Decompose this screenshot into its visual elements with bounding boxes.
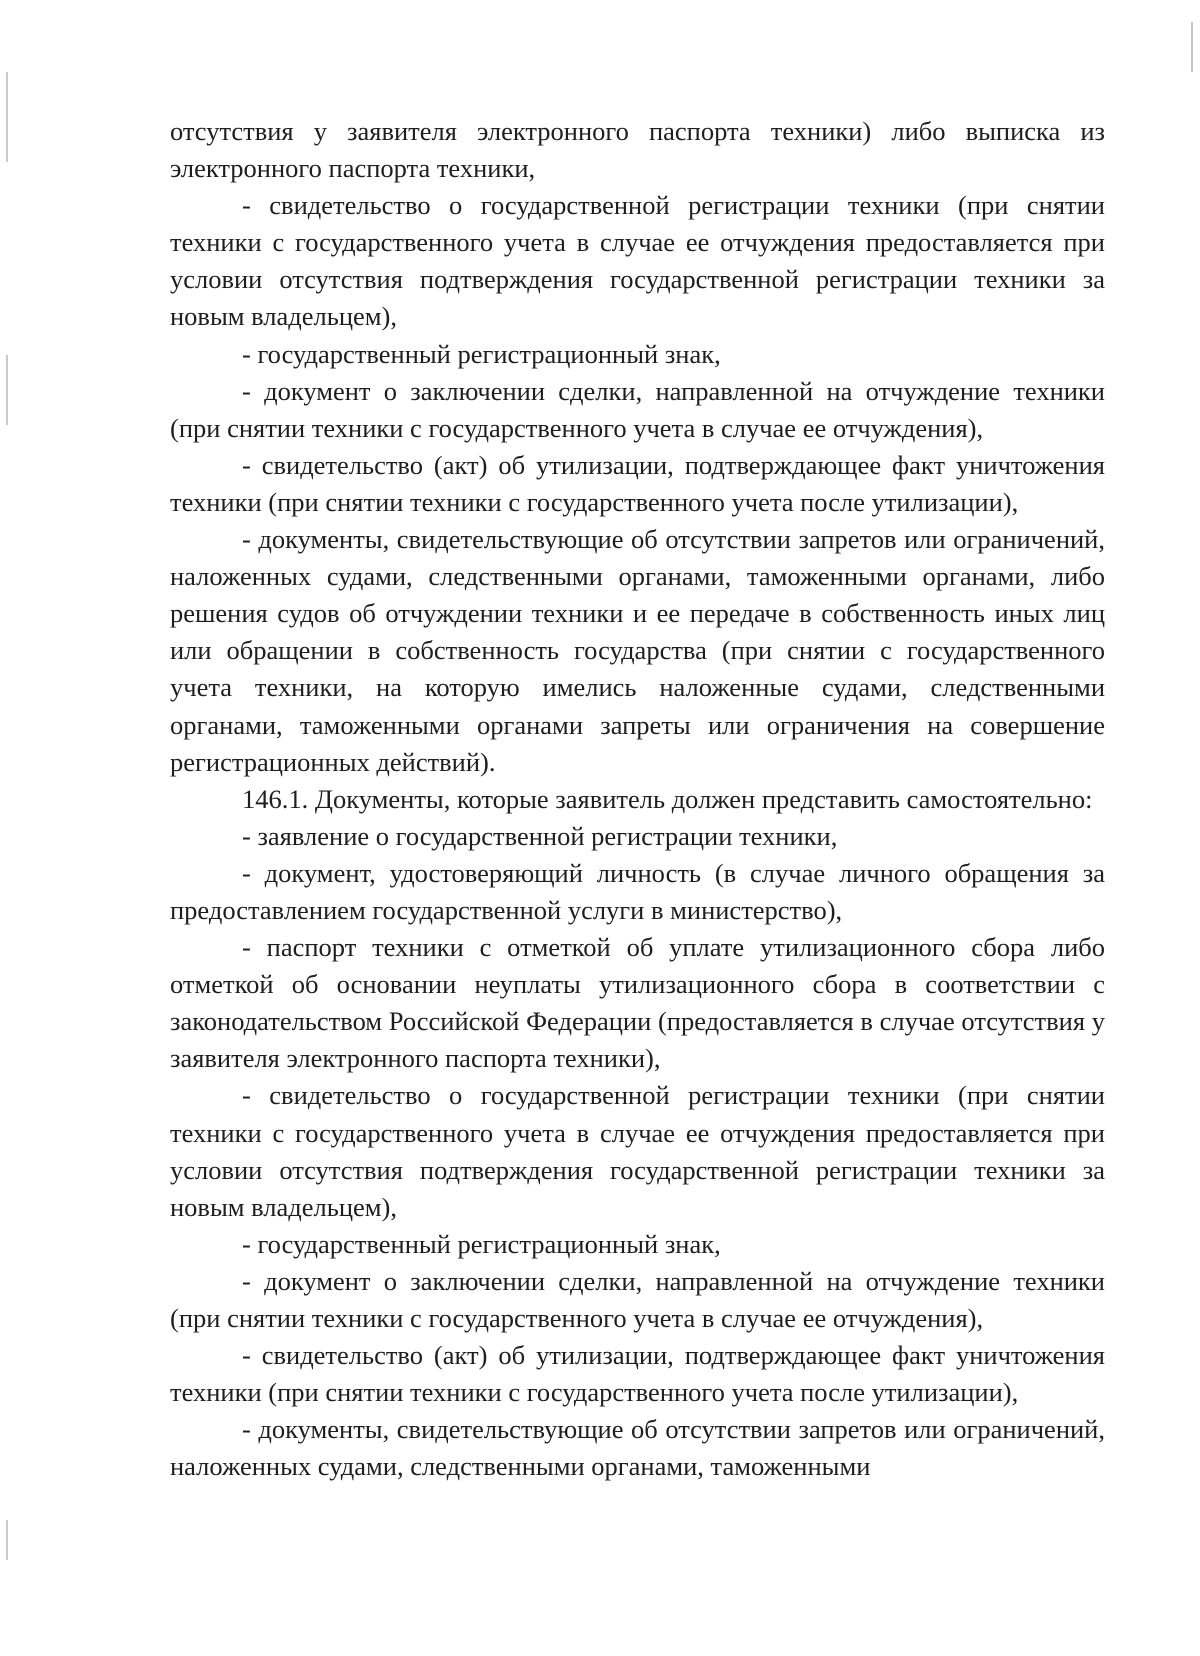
scan-edge-mark [6,1520,8,1560]
scan-edge-mark [6,72,8,162]
scan-edge-mark [1191,22,1193,72]
section-heading-146-1: 146.1. Документы, которые заявитель должен представить самостоятельно: [242,783,1093,814]
paragraph-item: - документ, удостоверяющий личность (в случае личного обращения за предоставлением государственной услуги в министерство), [170,857,1105,925]
document-body [170,113,1105,1485]
paragraph-item: - государственный регистрационный знак, [242,338,721,369]
scan-edge-mark [6,355,8,425]
paragraph-item: - документ о заключении сделки, направленной на отчуждение техники (при снятии техники с государственного учета в случае ее отчуждения), [170,375,1105,443]
paragraph-item: - свидетельство о государственной регистрации техники (при снятии техники с государственного учета в случае ее отчуждения предоставляется при условии отсутствия подтверждения государственной регистрации техники за новым владельцем), [170,1080,1105,1222]
paragraph-item: - документ о заключении сделки, направленной на отчуждение техники (при снятии техники с государственного учета в случае ее отчуждения), [170,1265,1105,1333]
paragraph-item: - свидетельство (акт) об утилизации, подтверждающее факт уничтожения техники (при снятии техники с государственного учета после утилизации), [170,1340,1105,1408]
paragraph-item: - государственный регистрационный знак, [242,1228,721,1259]
paragraph-item: - паспорт техники с отметкой об уплате утилизационного сбора либо отметкой об основании неуплаты утилизационного сбора в соответствии с законодательством Российской Федерации (предоставляется в случае отсутствия у заявителя электронного паспорта техники), [170,932,1105,1074]
paragraph-item: - свидетельство о государственной регистрации техники (при снятии техники с государственного учета в случае ее отчуждения предоставляется при условии отсутствия подтверждения государственной регистрации техники за новым владельцем), [170,190,1105,332]
paragraph-item: - свидетельство (акт) об утилизации, подтверждающее факт уничтожения техники (при снятии техники с государственного учета после утилизации), [170,449,1105,517]
paragraph-continuation: отсутствия у заявителя электронного паспорта техники) либо выписка из электронного паспорта техники, [170,116,1105,184]
paragraph-item: - заявление о государственной регистрации техники, [242,820,838,851]
paragraph-item: - документы, свидетельствующие об отсутствии запретов или ограничений, наложенных судами, следственными органами, таможенными [170,1414,1105,1482]
paragraph-item: - документы, свидетельствующие об отсутствии запретов или ограничений, наложенных судами, следственными органами, таможенными органами, либо решения судов об отчуждении техники и ее передаче в собственность иных лиц или обращении в собственность государства (при снятии с государственного учета техники, на которую имелись наложенные судами, следственными органами, таможенными органами запреты или ограничения на совершение регистрационных действий). [170,524,1105,777]
